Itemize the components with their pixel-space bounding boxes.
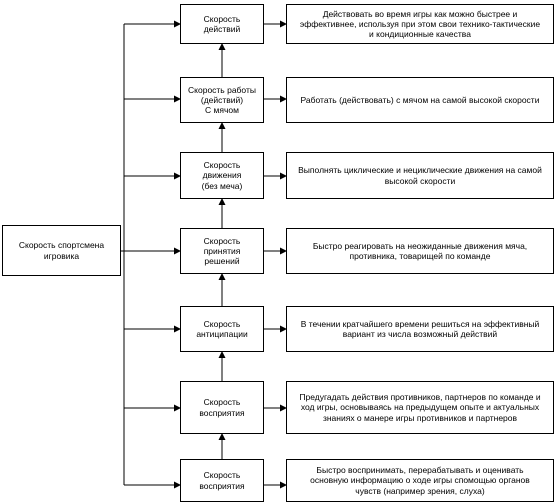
desc-text-2: Работать (действовать) с мячом на самой высокой скорости	[300, 94, 540, 105]
center-box-1	[180, 4, 264, 44]
desc-box-2	[286, 77, 554, 123]
desc-box-7	[286, 459, 554, 502]
center-box-4	[180, 228, 264, 274]
center-label-1: Скорость действий	[203, 13, 241, 34]
desc-text-3: Выполнять циклические и нециклические движения на самой высокой скорости	[298, 165, 542, 186]
root-label: Скорость спортсмена игровика	[18, 240, 105, 261]
center-label-6: Скорость восприятия	[199, 397, 245, 418]
center-box-6	[180, 381, 264, 434]
desc-text-1: Действовать во время игры как можно быстрее и эффективнее, используя при этом свои технико-тактические и кондиционные качества	[299, 8, 541, 40]
center-label-5: Скорость антиципации	[196, 318, 248, 339]
center-box-7	[180, 459, 264, 502]
desc-box-5	[286, 306, 554, 352]
desc-box-4	[286, 228, 554, 274]
center-box-2	[180, 77, 264, 123]
center-label-7: Скорость восприятия	[199, 470, 245, 491]
desc-text-7: Быстро воспринимать, перерабатывать и оценивать основную информацию о ходе игры спомощью органов чувств (например зрения, слуха)	[310, 465, 530, 496]
desc-box-6	[286, 381, 554, 434]
desc-text-6: Предугадать действия противников, партнеров по команде и ход игры, основываясь на предыдущем опыте и актуальных знаниях о манере игры противников и партнеров	[299, 392, 541, 423]
desc-text-5: В течении кратчайшего времени решиться на эффективный вариант из числа возможный действий	[300, 318, 540, 339]
center-label-4: Скорость принятия решений	[203, 235, 241, 267]
desc-text-4: Быстро реагировать на неожиданные движения мяча, противника, товарищей по команде	[312, 240, 528, 261]
desc-box-1	[286, 4, 554, 44]
desc-box-3	[286, 152, 554, 199]
center-label-3: Скорость движения (без меча)	[201, 160, 243, 191]
center-box-3	[180, 152, 264, 199]
root-box	[2, 225, 121, 276]
center-box-5	[180, 306, 264, 352]
center-label-2: Скорость работы (действий) С мячом	[188, 84, 256, 116]
